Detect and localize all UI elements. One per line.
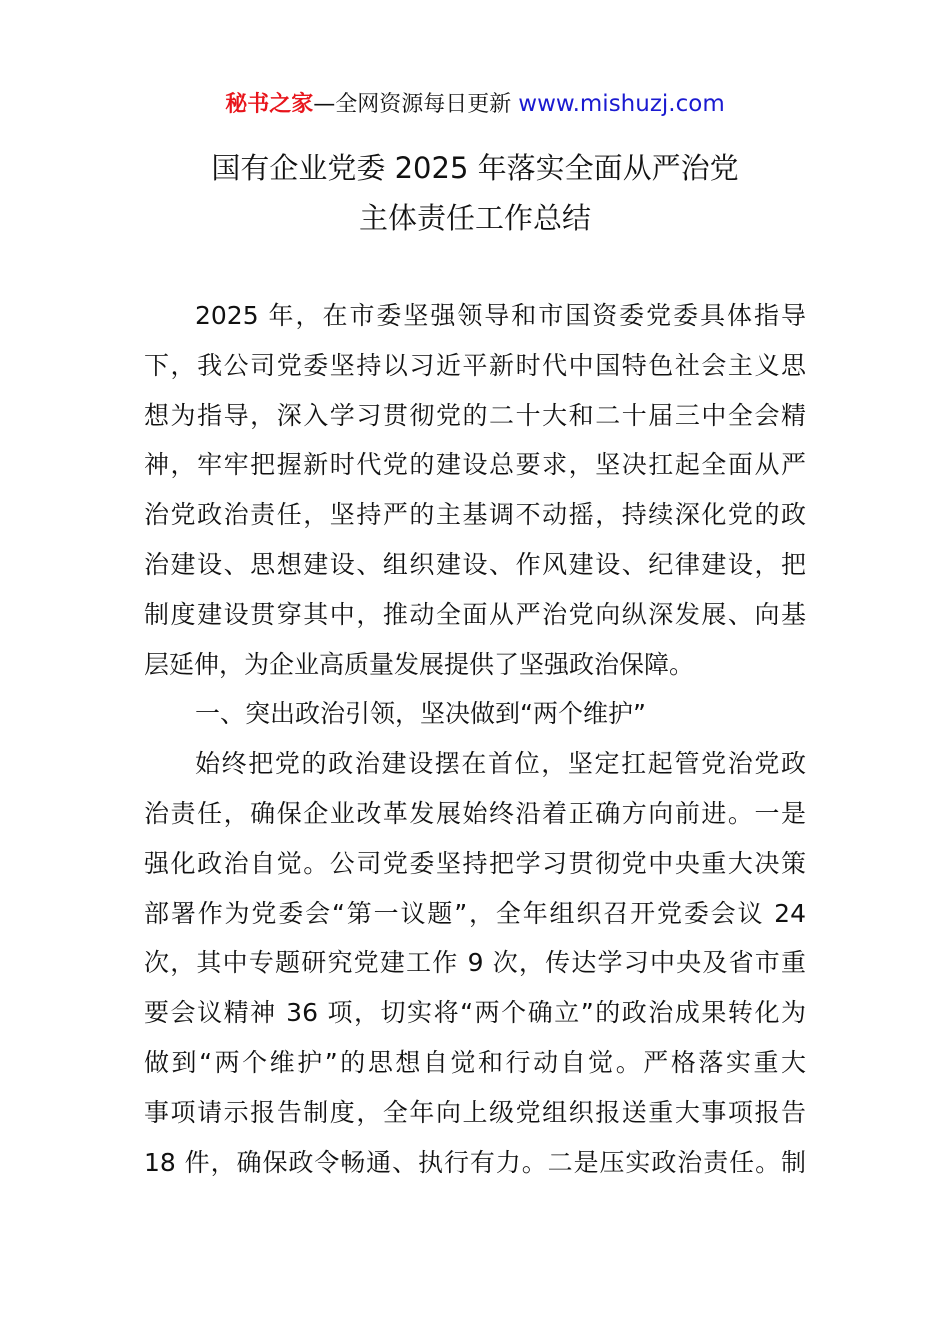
paragraph-line: 要会议精神 36 项，切实将“两个确立”的政治成果转化为	[144, 998, 806, 1028]
paragraph-line: 治责任，确保企业改革发展始终沿着正确方向前进。一是	[144, 798, 806, 828]
document-body	[144, 291, 806, 1187]
document-title-line-1: 国有企业党委 2025 年落实全面从严治党	[211, 151, 739, 185]
paragraph-line: 18 件，确保政令畅通、执行有力。二是压实政治责任。制	[144, 1147, 806, 1177]
paragraph-line: 事项请示报告制度，全年向上级党组织报送重大事项报告	[144, 1097, 806, 1127]
paragraph-line: 制度建设贯穿其中，推动全面从严治党向纵深发展、向基	[144, 599, 806, 629]
paragraph-line: 部署作为党委会“第一议题”，全年组织召开党委会议 24	[144, 898, 806, 928]
paragraph-line: 神，牢牢把握新时代党的建设总要求，坚决扛起全面从严	[144, 450, 806, 480]
paragraph-line: 做到“两个维护”的思想自觉和行动自觉。严格落实重大	[144, 1047, 806, 1077]
header-tagline: —全网资源每日更新	[313, 92, 519, 117]
document-title-line-2: 主体责任工作总结	[358, 201, 591, 235]
paragraph-line: 强化政治自觉。公司党委坚持把学习贯彻党中央重大决策	[144, 848, 806, 878]
brand-name: 秘书之家	[225, 92, 314, 117]
site-url-link[interactable]: www.mishuzj.com	[518, 91, 725, 117]
paragraph-line: 治建设、思想建设、组织建设、作风建设、纪律建设，把	[144, 549, 806, 579]
section-heading: 一、突出政治引领，坚决做到“两个维护”	[195, 699, 646, 729]
paragraph-line: 治党政治责任，坚持严的主基调不动摇，持续深化党的政	[144, 500, 806, 530]
site-header	[0, 88, 950, 121]
paragraph-line: 始终把党的政治建设摆在首位，坚定扛起管党治党政	[195, 749, 806, 779]
paragraph-line: 次，其中专题研究党建工作 9 次，传达学习中央及省市重	[144, 948, 806, 978]
paragraph-line: 下，我公司党委坚持以习近平新时代中国特色社会主义思	[144, 350, 806, 380]
paragraph-line: 2025 年，在市委坚强领导和市国资委党委具体指导	[195, 301, 806, 330]
paragraph-line: 层延伸，为企业高质量发展提供了坚强政治保障。	[144, 649, 695, 679]
paragraph-line: 想为指导，深入学习贯彻党的二十大和二十届三中全会精	[144, 400, 806, 430]
